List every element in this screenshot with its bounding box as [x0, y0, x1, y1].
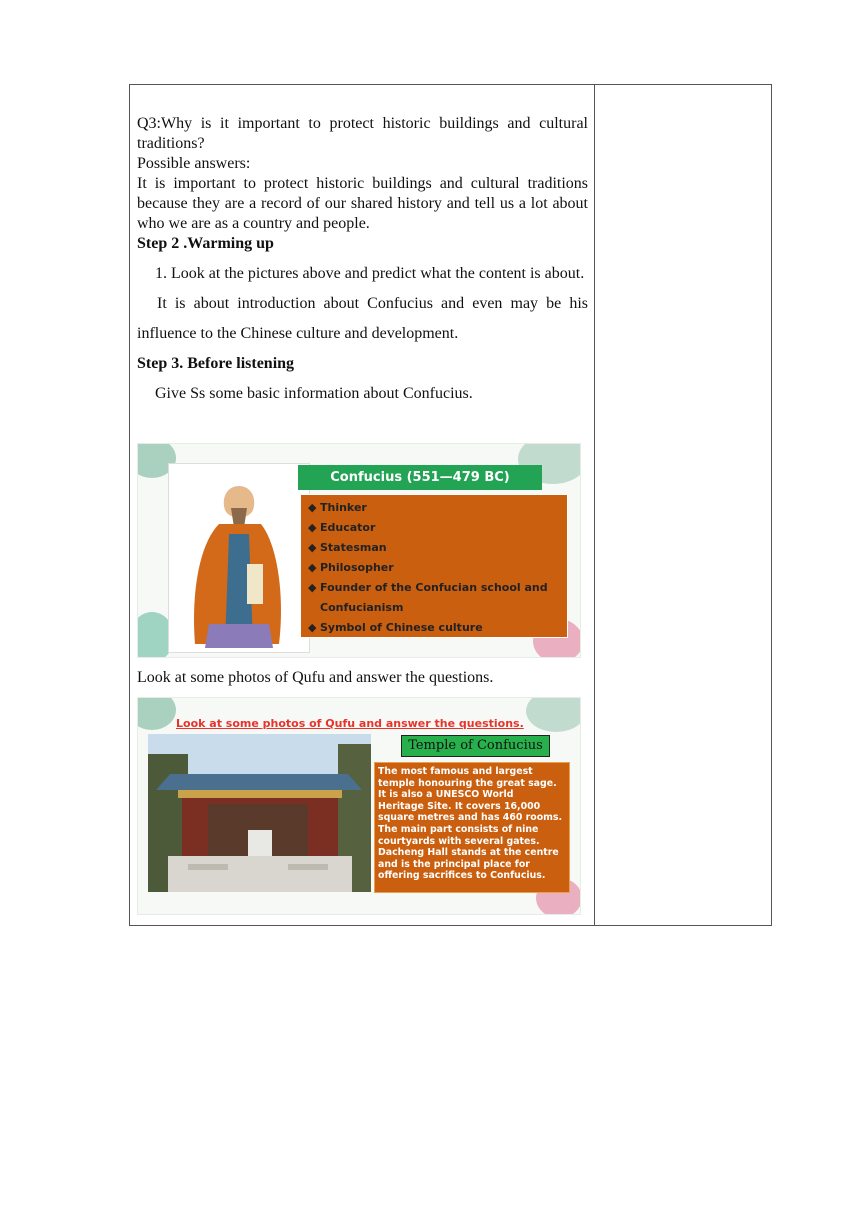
flower-decoration [137, 697, 176, 730]
confucius-slide [137, 443, 581, 658]
bullet-philosopher: ◆ Philosopher [308, 561, 394, 574]
temple-label: Temple of Confucius [401, 735, 550, 757]
temple-text-line: offering sacrifices to Confucius. [378, 870, 546, 882]
confucius-title: Confucius (551—479 BC) [298, 465, 542, 490]
confucius-portrait [168, 463, 310, 653]
qufu-slide-title: Look at some photos of Qufu and answer the questions. [176, 717, 524, 730]
content-cell [137, 114, 588, 409]
temple-text-line: Dacheng Hall stands at the centre [378, 847, 559, 859]
step3-heading: Step 3. Before listening [137, 355, 295, 372]
bullet-educator: ◆ Educator [308, 521, 376, 534]
temple-text-line: courtyards with several gates. [378, 835, 540, 847]
qufu-instruction: Look at some photos of Qufu and answer the questions. [137, 669, 494, 686]
step2-answer: It is about introduction about Confucius and even may be his influence to the Chinese culture and development. [137, 295, 588, 342]
temple-photo [148, 734, 371, 892]
q3-question: Q3:Why is it important to protect historic buildings and cultural traditions? [137, 115, 588, 152]
qufu-slide [137, 697, 581, 915]
temple-text-line: square metres and has 460 rooms. [378, 812, 563, 824]
temple-text-line: It is also a UNESCO World [378, 789, 514, 801]
temple-text-line: The most famous and largest [378, 766, 533, 777]
temple-description [374, 762, 570, 893]
bullet-founder-cont: Confucianism [320, 601, 404, 614]
temple-text-line: Heritage Site. It covers 16,000 [378, 800, 541, 812]
step2-heading: Step 2 .Warming up [137, 235, 274, 252]
step2-item1: 1. Look at the pictures above and predict what the content is about. [155, 265, 585, 282]
bullet-statesman: ◆ Statesman [308, 541, 387, 554]
temple-text-line: temple honouring the great sage. [378, 777, 557, 789]
temple-text-line: and is the principal place for [378, 858, 530, 870]
bullet-symbol: ◆ Symbol of Chinese culture [308, 621, 483, 634]
flower-decoration [526, 697, 581, 732]
column-divider [594, 84, 595, 926]
possible-answers-label: Possible answers: [137, 155, 251, 172]
bullet-founder: ◆ Founder of the Confucian school and [308, 581, 548, 594]
step3-instruction: Give Ss some basic information about Confucius. [155, 385, 473, 402]
temple-text-line: The main part consists of nine [378, 823, 539, 835]
q3-answer: It is important to protect historic buildings and cultural traditions because they are a record of our shared history and tell us a lot about who we are as a country and people. [137, 175, 588, 232]
bullet-thinker: ◆ Thinker [308, 501, 367, 514]
